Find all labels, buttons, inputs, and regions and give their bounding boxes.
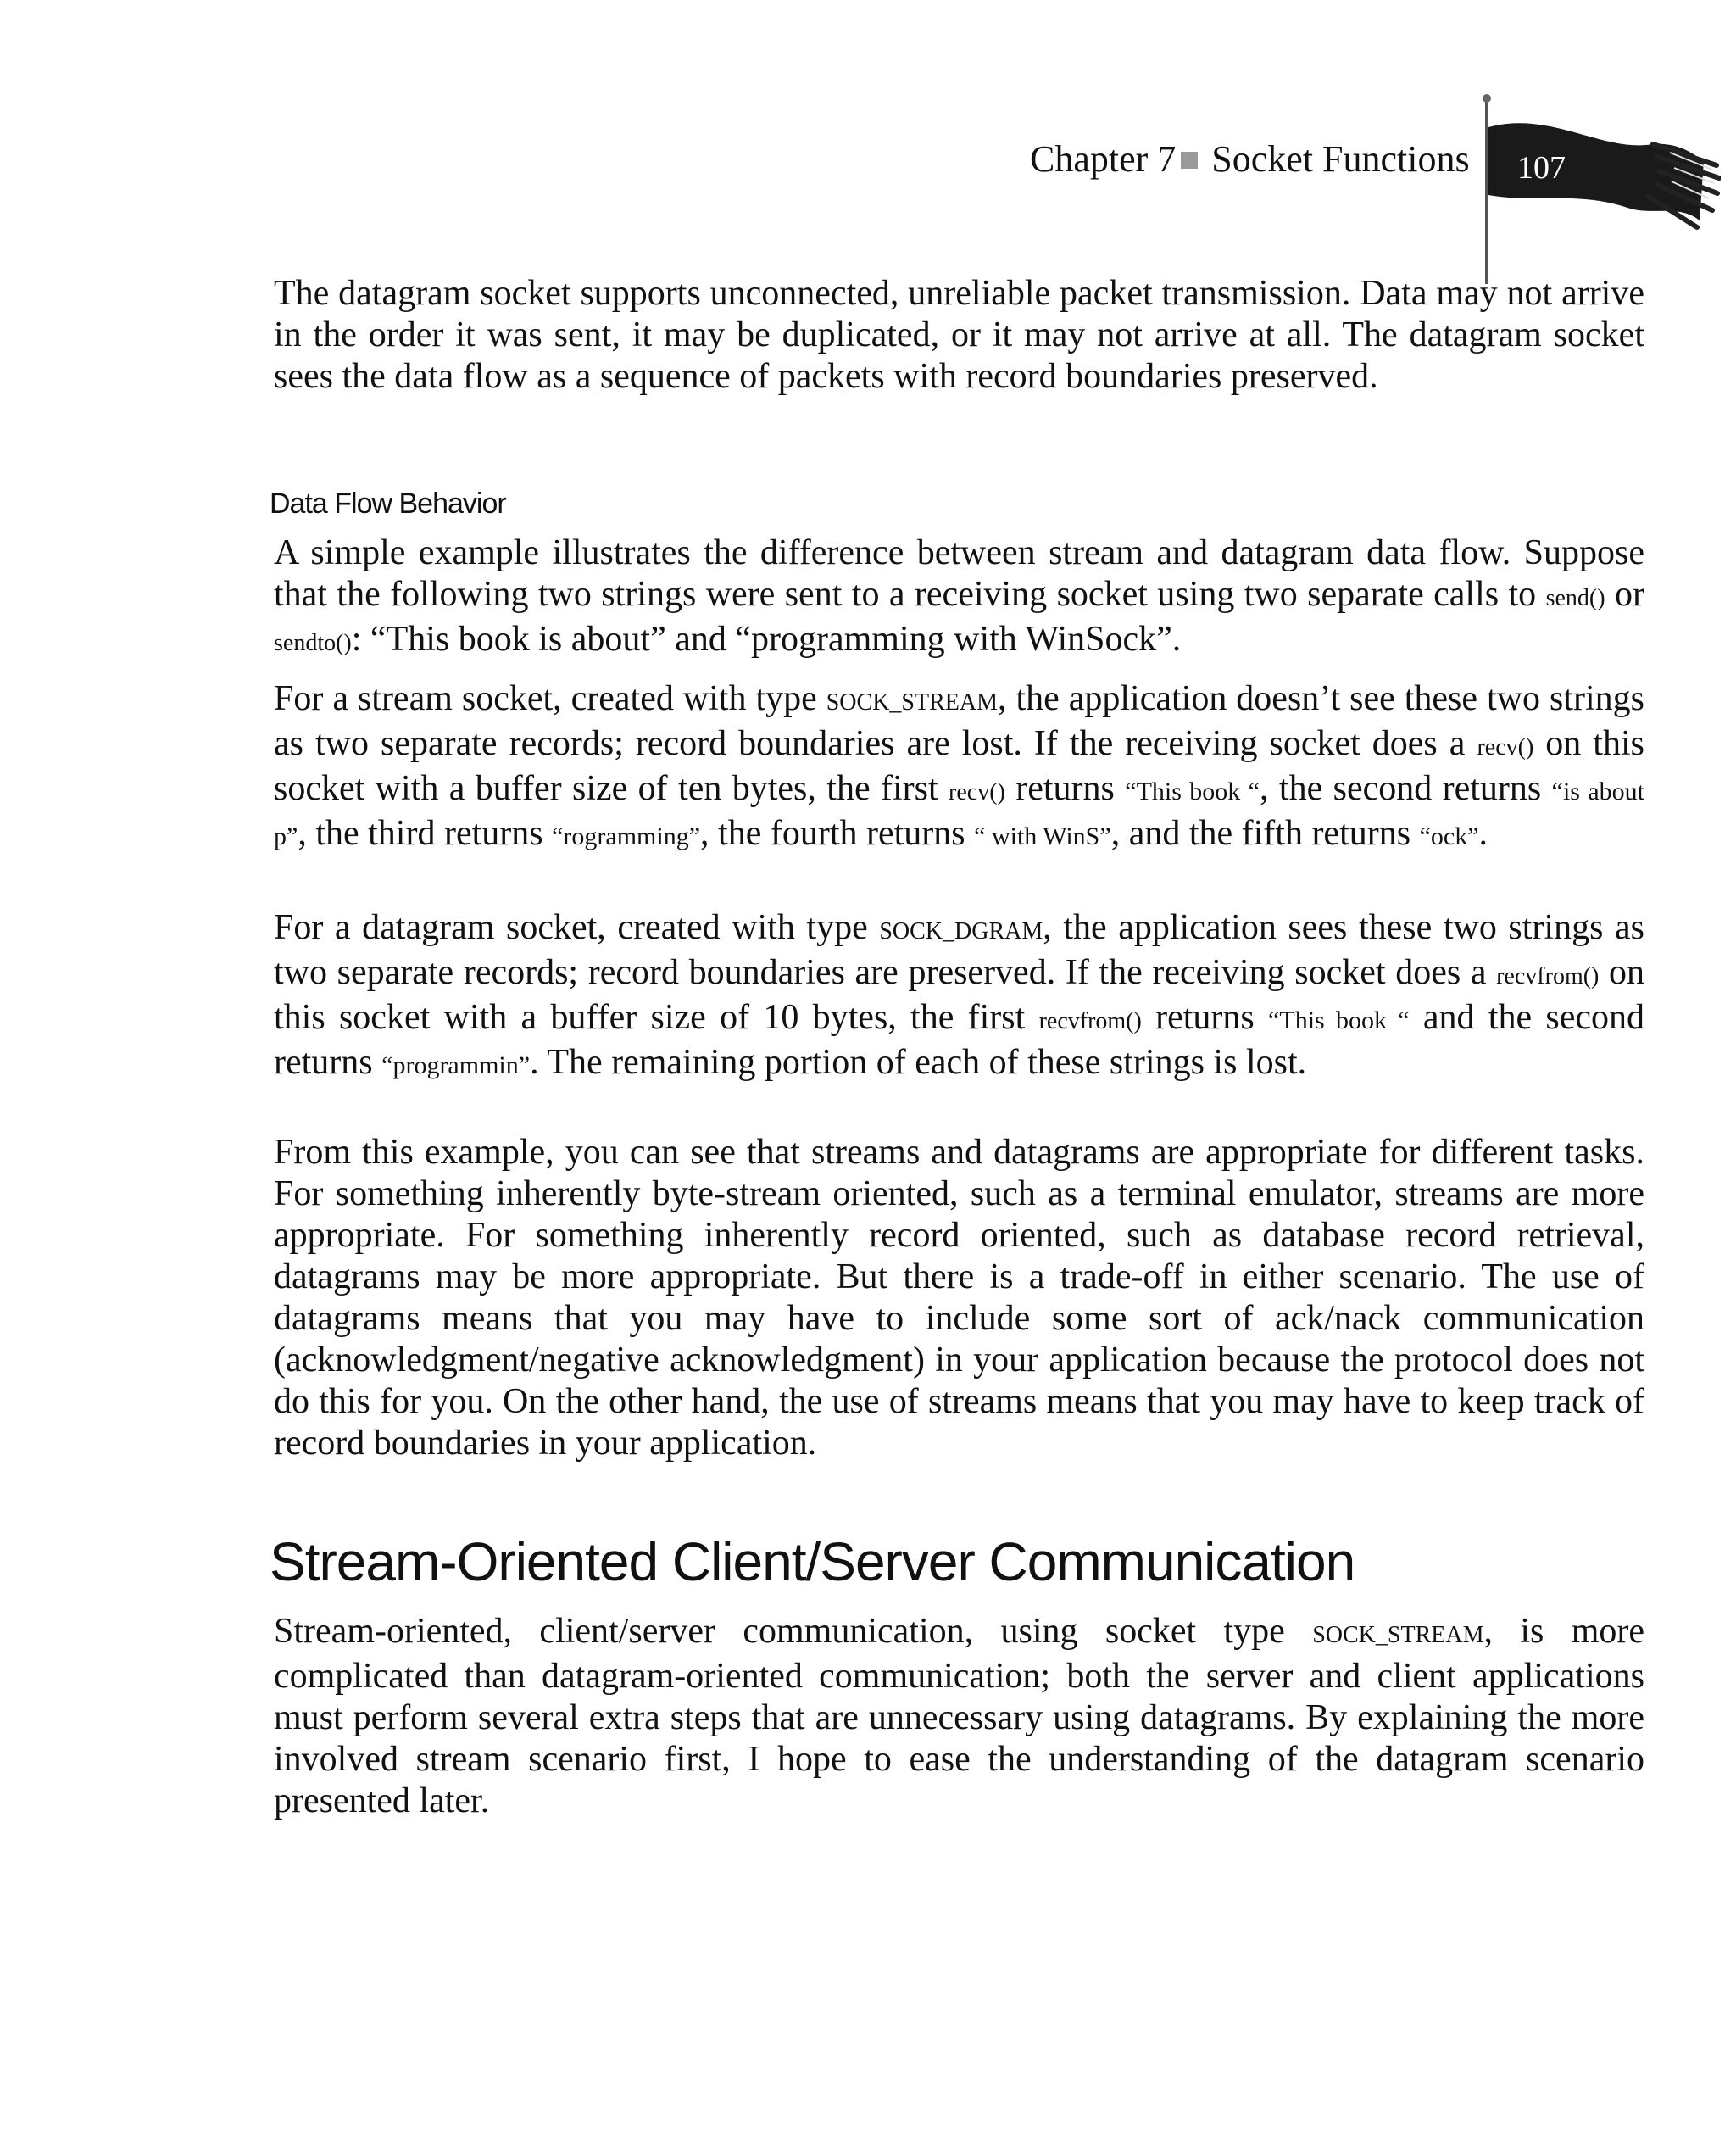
waving-flag-icon xyxy=(1475,93,1721,288)
header-separator-icon xyxy=(1181,152,1198,169)
text-run: returns xyxy=(1004,769,1126,808)
running-header xyxy=(1030,137,1470,188)
section-label: Socket Functions xyxy=(1211,138,1470,180)
code-recvfrom: recvfrom() xyxy=(1496,963,1600,989)
page-number: 107 xyxy=(1517,150,1566,186)
quoted-string: “This book “ xyxy=(1125,777,1260,805)
code-recv: recv() xyxy=(949,779,1005,805)
code-sendto: sendto() xyxy=(274,630,352,656)
paragraph-stream-socket xyxy=(274,678,1644,857)
quoted-string: “programmin” xyxy=(381,1051,531,1079)
text-run: Stream-oriented, client/server communication, using socket type xyxy=(274,1612,1313,1651)
text-run: , and the fifth returns xyxy=(1110,814,1420,853)
text-run: . The remaining portion of each of these strings is lost. xyxy=(530,1043,1307,1082)
text-run: returns xyxy=(1141,998,1269,1037)
text-run: and the second returns xyxy=(274,998,1644,1082)
quoted-string: “ock” xyxy=(1419,822,1479,850)
text-run: , the third returns xyxy=(298,814,553,853)
quoted-string: “is about p” xyxy=(274,777,1644,850)
text-run: , is more complicated than datagram-oriented communication; both the server and client applications must perform several extra steps that are unnecessary using datagrams. By explaining the more involved stream scenario first, I hope to ease the understanding of the datagram scenario presented later. xyxy=(274,1612,1645,1820)
section-heading-stream-oriented: Stream-Oriented Client/Server Communication xyxy=(270,1531,1355,1592)
subheading-data-flow: Data Flow Behavior xyxy=(270,488,506,520)
text-run: , the application sees these two strings as two separate records; record boundaries are preserved. If the receiving socket does a xyxy=(274,908,1645,992)
code-send: send() xyxy=(1545,585,1605,611)
code-sock-stream: SOCK_STREAM xyxy=(826,689,998,716)
paragraph-datagram-intro: The datagram socket supports unconnected, unreliable packet transmission. Data may not arrive in the order it was sent, it may be duplicated, or it may not arrive at all. The datagram socket sees the data flow as a sequence of packets with record boundaries preserved. xyxy=(274,274,1644,396)
text-run: , the second returns xyxy=(1260,769,1552,808)
text-run: A simple example illustrates the difference between stream and datagram data flow. Suppose that the following two strings were sent to a receiving socket using two separate calls to xyxy=(274,533,1644,614)
text-run: , the application doesn’t see these two strings as two separate records; record boundaries are lost. If the receiving socket does a xyxy=(274,679,1644,763)
text-run: . xyxy=(1478,814,1488,853)
text-run: For a datagram socket, created with type xyxy=(274,908,880,947)
text-run: For a stream socket, created with type xyxy=(274,679,826,718)
quoted-string: “ with WinS” xyxy=(974,822,1111,850)
code-recv: recv() xyxy=(1477,734,1534,761)
quoted-string: “rogramming” xyxy=(552,822,701,850)
text-run: , the fourth returns xyxy=(700,814,975,853)
text-run: : “This book is about” and “programming with WinSock”. xyxy=(351,620,1182,659)
text-run: on this socket with a buffer size of ten bytes, the first xyxy=(274,724,1644,808)
paragraph-stream-client-server xyxy=(274,1611,1644,1822)
text-run: or xyxy=(1605,575,1644,614)
paragraph-simple-example xyxy=(274,532,1644,664)
paragraph-datagram-socket xyxy=(274,907,1644,1086)
paragraph-tradeoffs: From this example, you can see that streams and datagrams are appropriate for different tasks. For something inherently byte-stream oriented, such as a terminal emulator, streams are more appropriate. For something inherently record oriented, such as database record retrieval, datagrams may be more appropriate. But there is a trade-off in either scenario. The use of datagrams means that you may have to include some sort of ack/nack communication (acknowledgment/negative acknowledgment) in your application because the protocol does not do this for you. On the other hand, the use of streams means that you may have to keep track of record boundaries in your application. xyxy=(274,1133,1644,1463)
code-sock-dgram: SOCK_DGRAM xyxy=(879,918,1043,945)
quoted-string: “This book “ xyxy=(1268,1006,1410,1034)
chapter-label: Chapter 7 xyxy=(1030,138,1177,180)
code-sock-stream: SOCK_STREAM xyxy=(1312,1622,1484,1648)
code-recvfrom: recvfrom() xyxy=(1038,1008,1142,1034)
text-run: on this socket with a buffer size of 10 bytes, the first xyxy=(274,953,1645,1037)
